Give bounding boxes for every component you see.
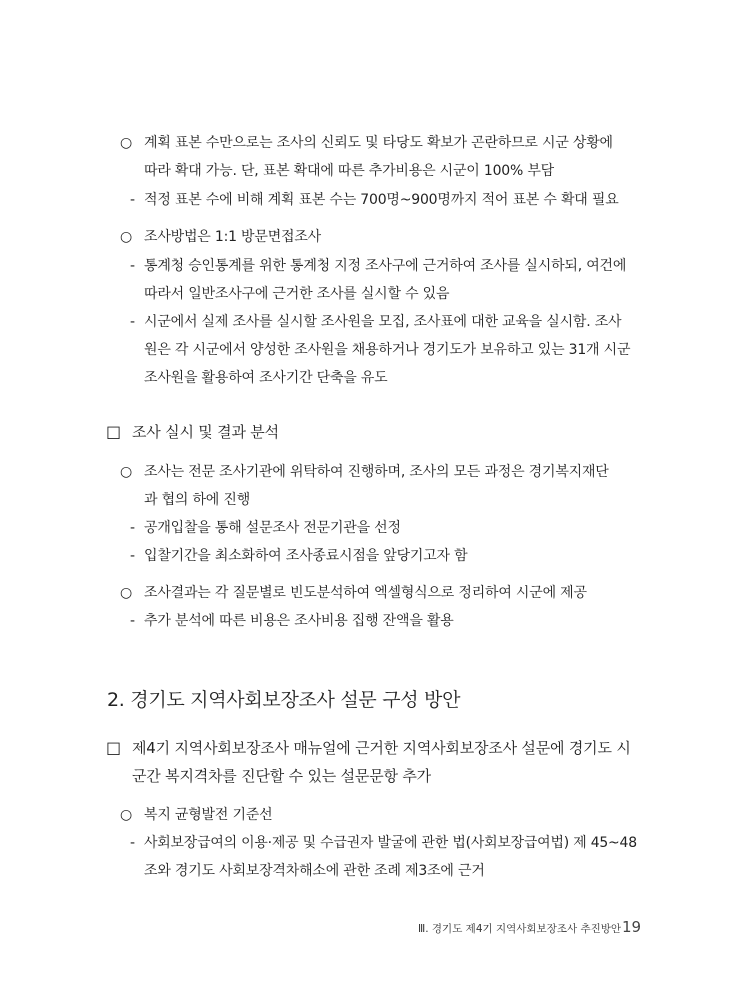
section-title: 군간 복지격차를 진단할 수 있는 설문문항 추가 bbox=[132, 767, 431, 785]
text-line: 조사원을 활용하여 조사기간 단축을 유도 bbox=[144, 370, 388, 386]
text-line: 공개입찰을 통해 설문조사 전문기관을 선정 bbox=[144, 520, 401, 536]
circle-marker: ○ bbox=[120, 229, 133, 245]
section-title: 제4기 지역사회보장조사 매뉴얼에 근거한 지역사회보장조사 설문에 경기도 시 bbox=[132, 739, 631, 757]
text-line: 원은 각 시군에서 양성한 조사원을 채용하거나 경기도가 보유하고 있는 31개 시군 bbox=[144, 342, 631, 358]
dash-marker: - bbox=[130, 548, 136, 564]
dash-marker: - bbox=[130, 520, 136, 536]
circle-marker: ○ bbox=[120, 807, 133, 823]
circle-marker: ○ bbox=[120, 585, 133, 601]
text-line: 입찰기간을 최소화하여 조사종료시점을 앞당기고자 함 bbox=[144, 548, 468, 564]
dash-marker: - bbox=[130, 192, 136, 208]
dash-marker: - bbox=[130, 258, 136, 274]
text-line: 따라 확대 가능. 단, 표본 확대에 따른 추가비용은 시군이 100% 부담 bbox=[144, 163, 555, 179]
running-footer: Ⅲ. 경기도 제4기 지역사회보장조사 추진방안 bbox=[418, 923, 622, 935]
text-line: 과 협의 하에 진행 bbox=[144, 492, 251, 508]
text-line: 적정 표본 수에 비해 계획 표본 수는 700명~900명까지 적어 표본 수 확대 필요 bbox=[144, 192, 619, 208]
text-line: 계획 표본 수만으로는 조사의 신뢰도 및 타당도 확보가 곤란하므로 시군 상황에 bbox=[144, 135, 613, 151]
text-line: 조사방법은 1:1 방문면접조사 bbox=[144, 229, 321, 245]
dash-marker: - bbox=[130, 613, 136, 629]
dash-marker: - bbox=[130, 314, 136, 330]
text-line: 사회보장급여의 이용·제공 및 수급권자 발굴에 관한 법(사회보장급여법) 제 45~48 bbox=[144, 835, 637, 851]
text-line: 추가 분석에 따른 비용은 조사비용 집행 잔액을 활용 bbox=[144, 613, 454, 629]
dash-marker: - bbox=[130, 835, 136, 851]
text-line: 조와 경기도 사회보장격차해소에 관한 조례 제3조에 근거 bbox=[144, 863, 485, 879]
chapter-heading: 2. 경기도 지역사회보장조사 설문 구성 방안 bbox=[107, 689, 461, 711]
text-line: 통계청 승인통계를 위한 통계청 지정 조사구에 근거하여 조사를 실시하되, 여건에 bbox=[144, 258, 627, 274]
text-line: 조사는 전문 조사기관에 위탁하여 진행하며, 조사의 모든 과정은 경기복지재단 bbox=[144, 464, 609, 480]
square-marker: □ bbox=[106, 738, 122, 757]
page-number: 19 bbox=[622, 918, 642, 936]
text-line: 따라서 일반조사구에 근거한 조사를 실시할 수 있음 bbox=[144, 286, 450, 302]
section-title: 조사 실시 및 결과 분석 bbox=[132, 423, 279, 441]
text-line: 시군에서 실제 조사를 실시할 조사원을 모집, 조사표에 대한 교육을 실시함. 조사 bbox=[144, 314, 622, 330]
circle-marker: ○ bbox=[120, 464, 133, 480]
text-line: 복지 균형발전 기준선 bbox=[144, 807, 273, 823]
circle-marker: ○ bbox=[120, 135, 133, 151]
text-line: 조사결과는 각 질문별로 빈도분석하여 엑셀형식으로 정리하여 시군에 제공 bbox=[144, 585, 587, 601]
square-marker: □ bbox=[106, 422, 122, 441]
